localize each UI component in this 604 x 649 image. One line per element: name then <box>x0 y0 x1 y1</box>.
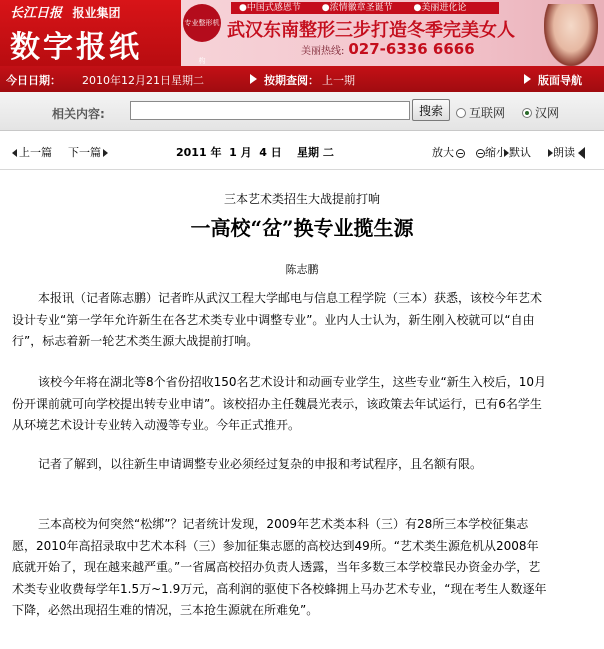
arrow-right-icon <box>524 74 531 84</box>
previous-issue-link[interactable]: 上一期 <box>322 74 355 87</box>
today-label: 今日日期： <box>6 74 61 87</box>
radio-hanwang[interactable] <box>522 104 559 121</box>
today-date: 2010年12月21日星期二 <box>82 74 204 87</box>
ad-tag-row <box>231 2 499 14</box>
zoom-in-label: 放大 <box>432 146 454 159</box>
newspaper-logo[interactable] <box>10 2 121 21</box>
default-size-label: 默认 <box>509 146 531 159</box>
arrow-right-icon <box>250 74 257 84</box>
zoom-out-label: 缩小 <box>485 146 507 159</box>
article-paragraph: 记者了解到，以往新生申请调整专业必须经过复杂的申报和考试程序，且名额有限。 <box>38 457 483 471</box>
article-kicker: 三本艺术类招生大战提前打响 <box>223 192 380 206</box>
publication-date: 2011 年 1 月 4 日 星期 二 <box>176 146 334 159</box>
radio-internet[interactable] <box>456 104 505 121</box>
zoom-in-button[interactable] <box>432 144 465 160</box>
search-label: 相关内容: <box>52 107 105 121</box>
ad-tag: ●浓情徽章圣诞节 <box>321 3 393 13</box>
ad-tag: ●美丽进化论 <box>413 3 467 13</box>
prev-article-label: 上一篇 <box>19 146 52 159</box>
logo-group-text: 报业集团 <box>72 6 121 20</box>
default-size-button[interactable] <box>502 144 531 160</box>
prev-article-link[interactable] <box>12 144 52 160</box>
article-paragraph: 三本高校为何突然“松绑”？记者统计发现，2009年艺术类本科（三）有28所三本学校征集志愿，2010年高招录取中艺术本科（三）参加征集志愿的高校达到49所。“艺术类生源危机从2008年底就开始了，现在越来越严重。”一省属高校招办负责人透露，当年多数三本学校靠民办资金办学，艺术类专业收费每学年1.5万~1.9万元，高利润的驱使下各校蜂拥上马办艺术专业，“现在考生人数逐年下降，必然出现招生难的情况，三本抢生源就在所难免”。 <box>12 517 547 617</box>
speaker-icon <box>578 147 585 159</box>
page-navigation-link[interactable]: 版面导航 <box>538 74 582 87</box>
arrow-left-icon <box>12 149 17 157</box>
ad-tag: ●中国式感恩节 <box>239 3 301 13</box>
radio-internet-label: 互联网 <box>469 106 506 120</box>
next-article-label: 下一篇 <box>68 146 101 159</box>
zoom-out-icon <box>476 149 485 158</box>
ad-banner[interactable] <box>181 0 604 66</box>
header-banner <box>0 0 604 66</box>
ad-hotline <box>301 40 475 58</box>
article-body <box>0 170 604 649</box>
ad-hotline-label: 美丽热线: <box>301 46 345 57</box>
read-aloud-label: 朗读 <box>553 146 575 159</box>
search-bar <box>0 92 604 131</box>
search-input[interactable] <box>130 101 410 120</box>
ad-model-image <box>544 4 598 66</box>
site-title: 数字报纸 <box>10 30 142 65</box>
read-aloud-button[interactable] <box>546 144 585 160</box>
ad-title: 武汉东南整形三步打造冬季完美女人 <box>227 20 515 41</box>
article-paragraph: 本报讯（记者陈志鹏）记者昨从武汉工程大学邮电与信息工程学院（三本）获悉，该校今年艺术设计专业“第一学年允许新生在各艺术类专业中调整专业”。业内人士认为，新生刚入校就可以“自由行”，标志着新一轮艺术类生源大战提前打响。 <box>12 291 543 348</box>
article-author: 陈志鹏 <box>285 263 319 276</box>
search-button[interactable]: 搜索 <box>412 99 450 121</box>
radio-hanwang-label: 汉网 <box>535 106 560 120</box>
article-toolbar <box>0 131 604 170</box>
radio-dot[interactable] <box>456 108 466 118</box>
article-headline: 一高校“岔”换专业揽生源 <box>190 216 414 240</box>
ad-badge: 专业整形机构 <box>183 4 221 42</box>
ad-hotline-number: 027-6336 6666 <box>348 40 475 58</box>
radio-dot-selected[interactable] <box>522 108 532 118</box>
article-paragraph: 该校今年将在湖北等8个省份招收150名艺术设计和动画专业学生，这些专业“新生入校后，10月份开课前就可向学校提出转专业申请”。该校招办主任魏晨光表示，该政策去年试运行，已有6名学生从环境艺术设计专业转入动漫等专业。今年正式推开。 <box>12 375 547 432</box>
next-article-link[interactable] <box>68 144 108 160</box>
date-bar <box>0 66 604 92</box>
logo-small-text: 长江日报 <box>10 6 63 21</box>
zoom-in-icon <box>456 149 465 158</box>
arrow-right-icon <box>103 149 108 157</box>
query-label: 按期查阅： <box>264 74 319 87</box>
